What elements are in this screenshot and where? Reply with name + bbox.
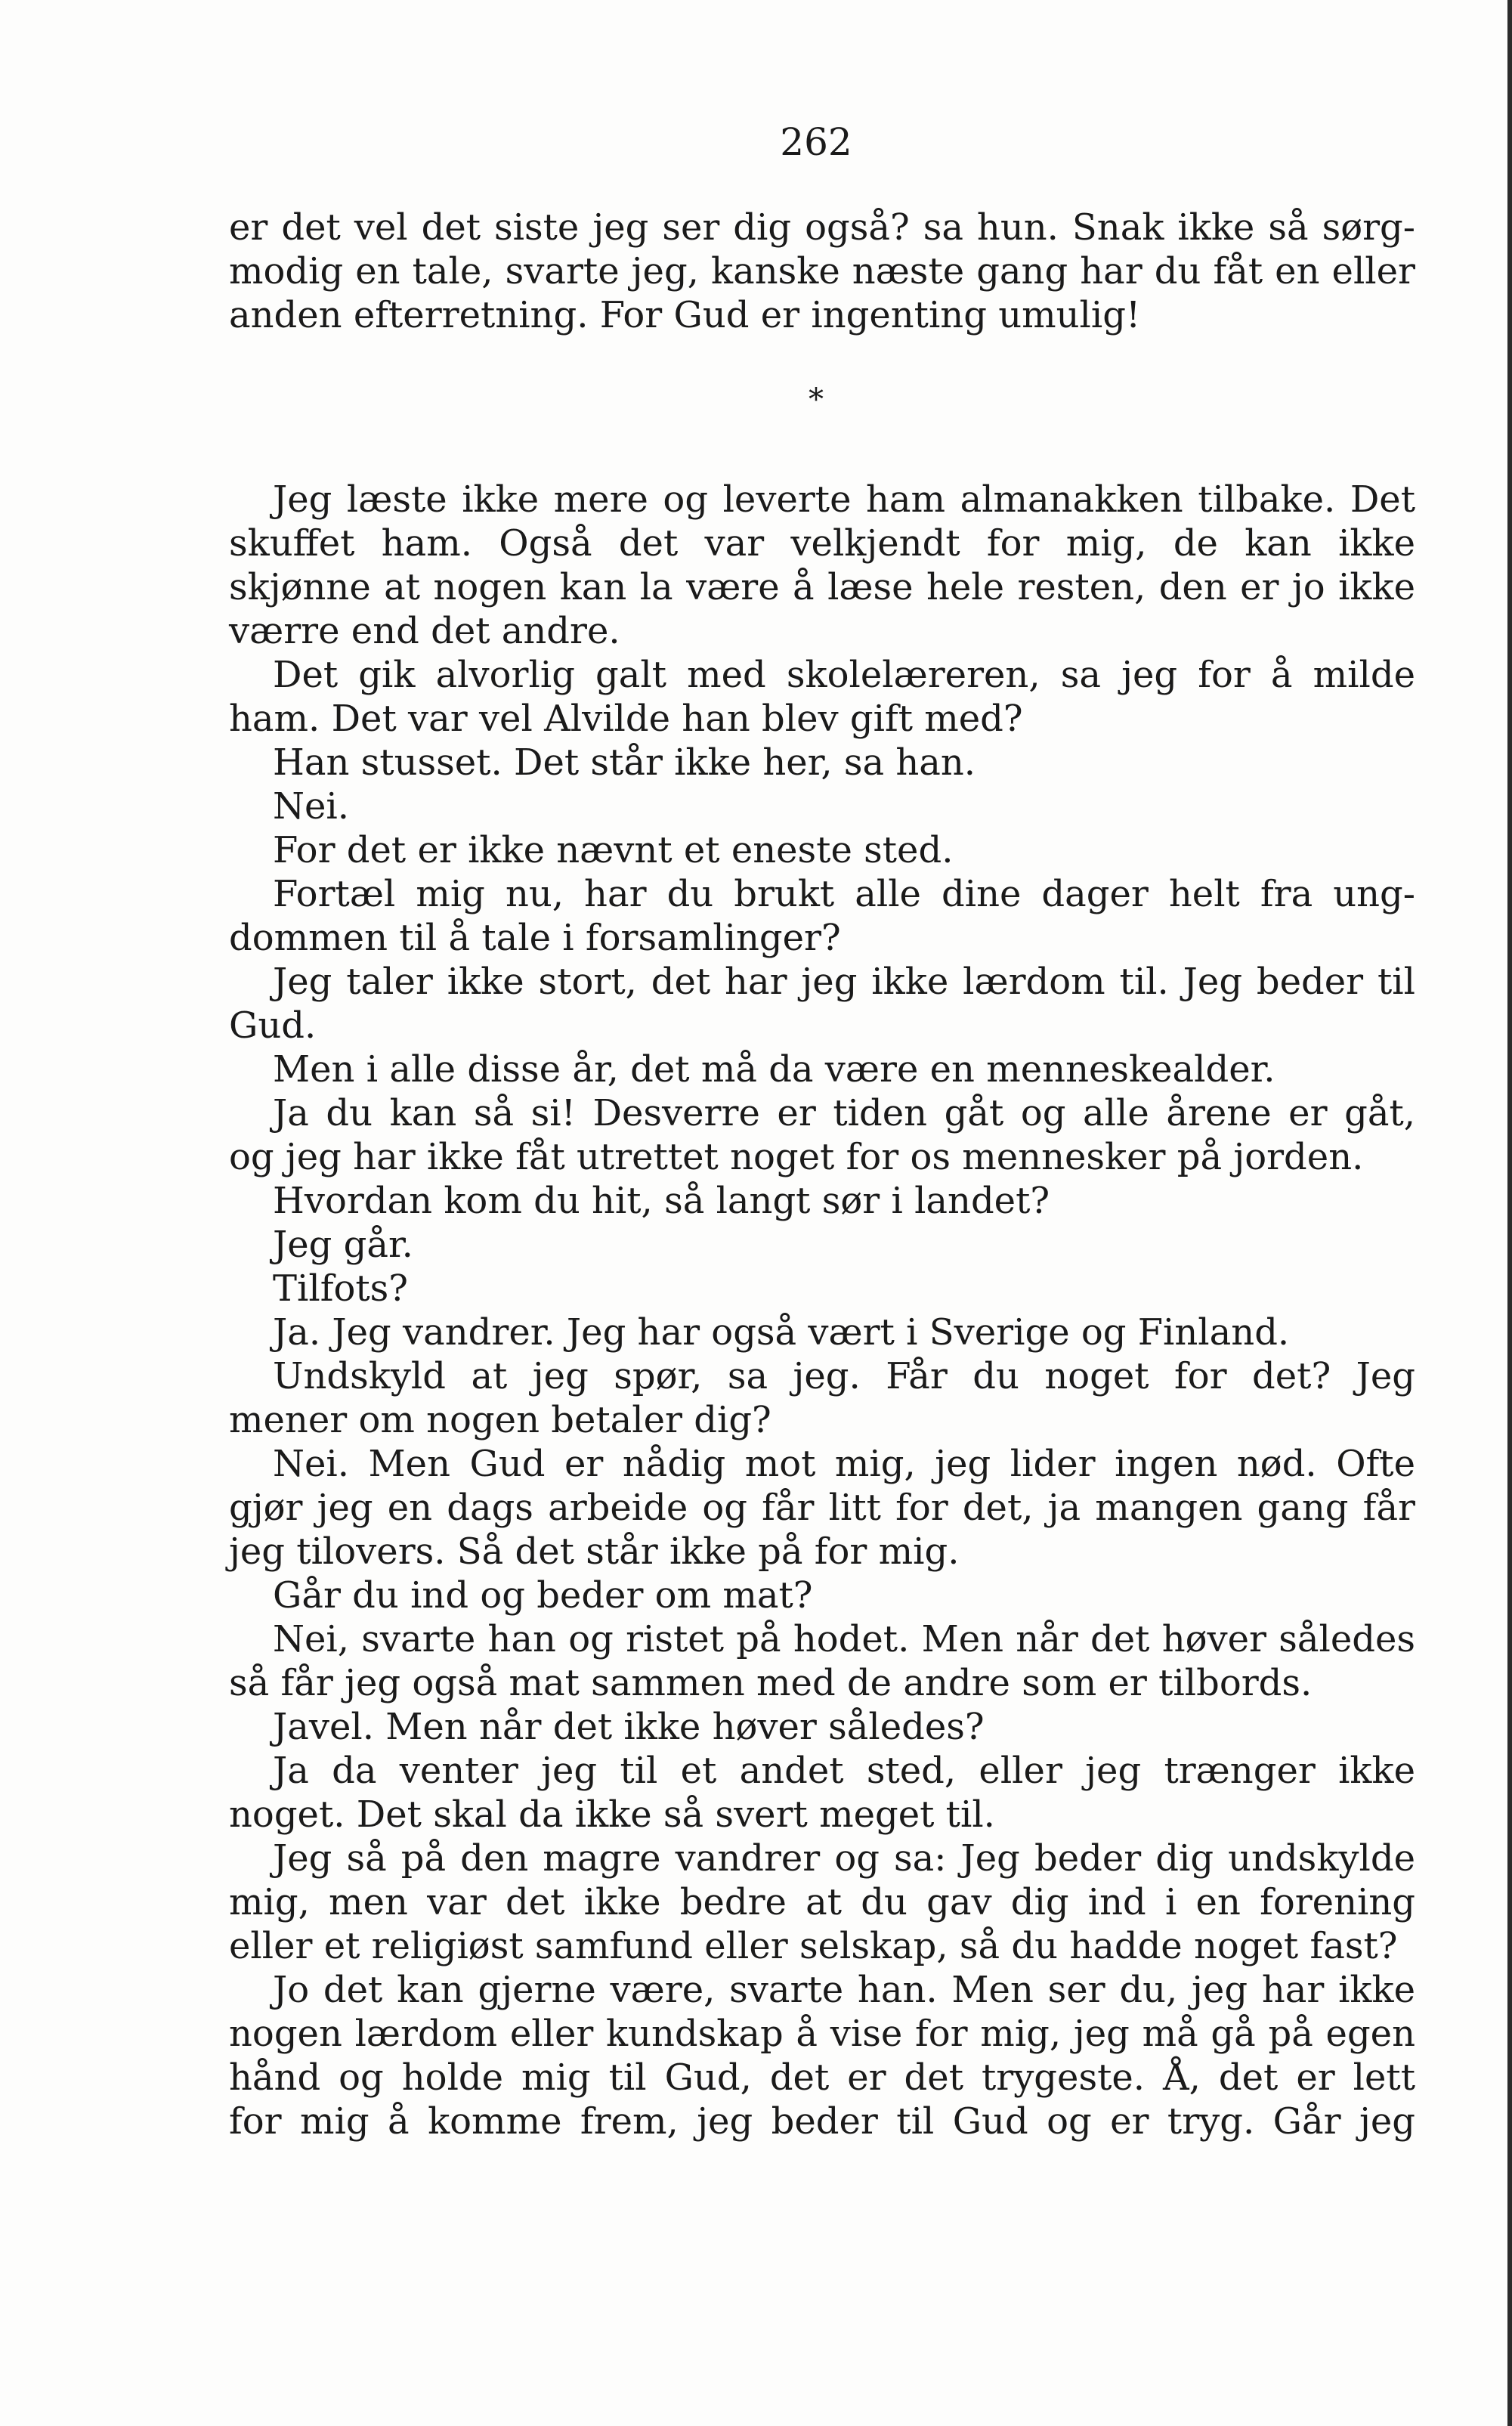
- text-line: Men i alle disse år, det må da være en menneskealder.: [273, 1048, 1275, 1091]
- text-line: Ja. Jeg vandrer. Jeg har også vært i Sverige og Finland.: [273, 1311, 1290, 1354]
- text-line: Ja du kan så si! Desverre er tiden gåt og alle årene er gåt,: [273, 1092, 1415, 1134]
- text-line: Nei. Men Gud er nådig mot mig, jeg lider ingen nød. Ofte: [273, 1443, 1415, 1485]
- text-line: Nei, svarte han og ristet på hodet. Men når det høver således: [273, 1618, 1415, 1660]
- page-number: 262: [780, 120, 852, 164]
- text-line: Hvordan kom du hit, så langt sør i landet?: [273, 1180, 1050, 1222]
- text-block-top: [229, 206, 1415, 337]
- text-line: skjønne at nogen kan la være å læse hele resten, den er jo ikke: [229, 566, 1415, 608]
- text-line: gjør jeg en dags arbeide og får litt for det, ja mangen gang får: [229, 1487, 1415, 1529]
- text-line: Jeg går.: [273, 1224, 413, 1266]
- text-line: nogen lærdom eller kundskap å vise for mig, jeg må gå på egen: [229, 2013, 1415, 2055]
- text-line: Jeg taler ikke stort, det har jeg ikke lærdom til. Jeg beder til: [273, 961, 1415, 1003]
- text-line: noget. Det skal da ikke så svert meget til.: [229, 1793, 995, 1836]
- text-line: Går du ind og beder om mat?: [273, 1574, 813, 1617]
- text-line: Nei.: [273, 785, 350, 828]
- section-separator: *: [809, 382, 824, 417]
- text-line: og jeg har ikke fåt utrettet noget for os mennesker på jorden.: [229, 1136, 1364, 1178]
- text-line: Fortæl mig nu, har du brukt alle dine dager helt fra ung-: [273, 873, 1415, 915]
- text-line: Jeg så på den magre vandrer og sa: Jeg beder dig undskylde: [273, 1837, 1415, 1880]
- page-edge: [1507, 0, 1512, 2426]
- text-line: dommen til å tale i forsamlinger?: [229, 917, 841, 959]
- text-line: mener om nogen betaler dig?: [229, 1399, 771, 1441]
- text-line: Ja da venter jeg til et andet sted, eller jeg trænger ikke: [273, 1750, 1415, 1792]
- text-line: for mig å komme frem, jeg beder til Gud og er tryg. Går jeg: [229, 2100, 1415, 2143]
- text-line: modig en tale, svarte jeg, kanske næste gang har du fåt en eller: [229, 250, 1415, 292]
- text-line: Han stusset. Det står ikke her, sa han.: [273, 741, 976, 784]
- text-line: så får jeg også mat sammen med de andre som er tilbords.: [229, 1662, 1313, 1704]
- text-line: mig, men var det ikke bedre at du gav dig ind i en forening: [229, 1881, 1415, 1923]
- text-line: anden efterretning. For Gud er ingenting umulig!: [229, 294, 1141, 336]
- text-line: Gud.: [229, 1004, 317, 1047]
- text-line: Jeg læste ikke mere og leverte ham almanakken tilbake. Det: [273, 478, 1415, 521]
- text-line: Det gik alvorlig galt med skolelæreren, sa jeg for å milde: [273, 654, 1415, 696]
- text-line: værre end det andre.: [229, 610, 620, 652]
- text-line: Javel. Men når det ikke høver således?: [273, 1706, 985, 1748]
- text-block-main: [229, 478, 1415, 2143]
- text-line: Tilfots?: [273, 1267, 409, 1310]
- text-line: skuffet ham. Også det var velkjendt for mig, de kan ikke: [229, 522, 1415, 565]
- text-line: Undskyld at jeg spør, sa jeg. Får du noget for det? Jeg: [273, 1355, 1415, 1397]
- text-line: For det er ikke nævnt et eneste sted.: [273, 829, 954, 871]
- text-line: ham. Det var vel Alvilde han blev gift med?: [229, 698, 1023, 740]
- text-line: er det vel det siste jeg ser dig også? sa hun. Snak ikke så sørg-: [229, 206, 1415, 249]
- text-line: hånd og holde mig til Gud, det er det trygeste. Å, det er lett: [229, 2056, 1415, 2099]
- text-line: eller et religiøst samfund eller selskap, så du hadde noget fast?: [229, 1925, 1398, 1967]
- text-line: jeg tilovers. Så det står ikke på for mig.: [229, 1530, 960, 1573]
- text-line: Jo det kan gjerne være, svarte han. Men ser du, jeg har ikke: [273, 1969, 1415, 2011]
